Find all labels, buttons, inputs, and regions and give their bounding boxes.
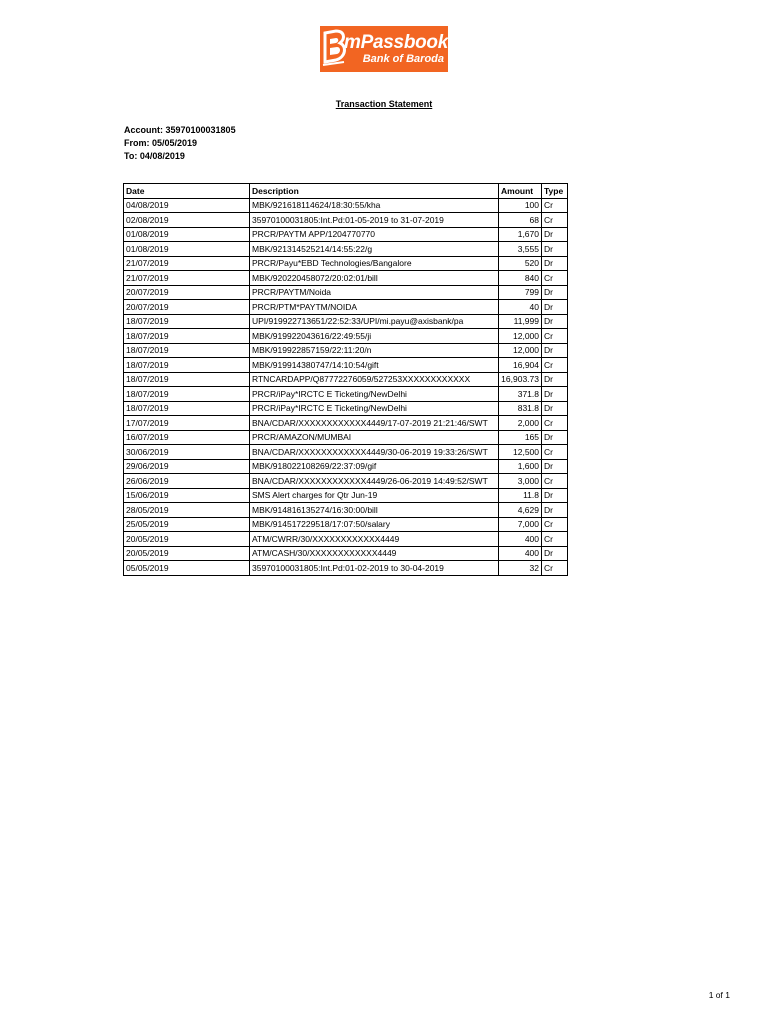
cell-description: BNA/CDAR/XXXXXXXXXXXX4449/17-07-2019 21:21:46/SWT [250,416,499,431]
baroda-b-icon [320,26,342,72]
cell-description: PRCR/PAYTM APP/1204770770 [250,227,499,242]
column-header-type: Type [542,184,568,199]
table-row [124,503,568,518]
cell-type: Dr [542,459,568,474]
cell-date: 18/07/2019 [124,358,250,373]
cell-amount: 371.8 [499,387,542,402]
cell-description: 35970100031805:Int.Pd:01-02-2019 to 30-04-2019 [250,561,499,576]
cell-date: 04/08/2019 [124,198,250,213]
table-row [124,271,568,286]
cell-amount: 165 [499,430,542,445]
cell-type: Cr [542,474,568,489]
cell-description: MBK/919922857159/22:11:20/n [250,343,499,358]
cell-type: Dr [542,488,568,503]
account-number: Account: 35970100031805 [124,125,236,135]
cell-date: 21/07/2019 [124,256,250,271]
cell-date: 20/07/2019 [124,300,250,315]
cell-date: 17/07/2019 [124,416,250,431]
cell-amount: 520 [499,256,542,271]
from-date: From: 05/05/2019 [124,138,198,148]
cell-date: 21/07/2019 [124,271,250,286]
cell-description: 35970100031805:Int.Pd:01-05-2019 to 31-07-2019 [250,213,499,228]
cell-amount: 12,500 [499,445,542,460]
cell-date: 20/05/2019 [124,546,250,561]
cell-amount: 2,000 [499,416,542,431]
cell-date: 25/05/2019 [124,517,250,532]
cell-amount: 3,000 [499,474,542,489]
logo-text [342,26,448,72]
table-row [124,401,568,416]
cell-date: 26/06/2019 [124,474,250,489]
cell-type: Cr [542,271,568,286]
logo-title: mPassbook [344,32,448,53]
cell-amount: 4,629 [499,503,542,518]
table-row [124,314,568,329]
cell-amount: 7,000 [499,517,542,532]
table-row [124,300,568,315]
cell-description: PRCR/AMAZON/MUMBAI [250,430,499,445]
cell-amount: 1,600 [499,459,542,474]
cell-description: MBK/914816135274/16:30:00/bill [250,503,499,518]
cell-description: BNA/CDAR/XXXXXXXXXXXX4449/30-06-2019 19:33:26/SWT [250,445,499,460]
table-row [124,546,568,561]
cell-type: Cr [542,358,568,373]
cell-type: Dr [542,242,568,257]
cell-type: Cr [542,532,568,547]
cell-amount: 12,000 [499,329,542,344]
logo-subtitle: Bank of Baroda [362,53,444,65]
cell-amount: 1,670 [499,227,542,242]
cell-type: Dr [542,503,568,518]
cell-description: UPI/919922713651/22:52:33/UPI/mi.payu@axisbank/pa [250,314,499,329]
cell-type: Dr [542,285,568,300]
cell-description: PRCR/PTM*PAYTM/NOIDA [250,300,499,315]
table-row [124,532,568,547]
cell-amount: 400 [499,532,542,547]
table-row [124,517,568,532]
table-row [124,474,568,489]
cell-amount: 831.8 [499,401,542,416]
cell-date: 05/05/2019 [124,561,250,576]
cell-date: 18/07/2019 [124,387,250,402]
table-row [124,488,568,503]
cell-date: 18/07/2019 [124,372,250,387]
table-row [124,285,568,300]
table-row [124,227,568,242]
statement-meta [124,124,236,163]
table-row [124,430,568,445]
cell-amount: 100 [499,198,542,213]
cell-amount: 799 [499,285,542,300]
to-date: To: 04/08/2019 [124,151,185,161]
cell-date: 15/06/2019 [124,488,250,503]
cell-date: 02/08/2019 [124,213,250,228]
statement-title: Transaction Statement [335,99,433,109]
cell-type: Dr [542,430,568,445]
cell-date: 01/08/2019 [124,227,250,242]
cell-description: MBK/914517229518/17:07:50/salary [250,517,499,532]
cell-date: 28/05/2019 [124,503,250,518]
cell-description: ATM/CASH/30/XXXXXXXXXXXX4449 [250,546,499,561]
transaction-table-body [124,198,568,575]
cell-description: MBK/919922043616/22:49:55/ji [250,329,499,344]
table-row [124,387,568,402]
cell-type: Dr [542,300,568,315]
cell-date: 20/05/2019 [124,532,250,547]
cell-amount: 11.8 [499,488,542,503]
table-header-row [124,184,568,199]
table-row [124,198,568,213]
cell-type: Dr [542,314,568,329]
cell-description: PRCR/iPay*IRCTC E Ticketing/NewDelhi [250,401,499,416]
cell-date: 30/06/2019 [124,445,250,460]
cell-description: PRCR/Payu*EBD Technologies/Bangalore [250,256,499,271]
table-row [124,416,568,431]
cell-amount: 12,000 [499,343,542,358]
cell-description: MBK/920220458072/20:02:01/bill [250,271,499,286]
table-row [124,358,568,373]
table-row [124,213,568,228]
cell-type: Cr [542,517,568,532]
cell-amount: 16,903.73 [499,372,542,387]
transaction-table [123,183,568,576]
cell-type: Cr [542,416,568,431]
cell-date: 18/07/2019 [124,401,250,416]
cell-type: Cr [542,445,568,460]
cell-amount: 40 [499,300,542,315]
column-header-amount: Amount [499,184,542,199]
table-row [124,459,568,474]
cell-type: Cr [542,213,568,228]
cell-amount: 16,904 [499,358,542,373]
table-row [124,256,568,271]
cell-type: Dr [542,256,568,271]
table-row [124,372,568,387]
cell-amount: 3,555 [499,242,542,257]
cell-type: Cr [542,561,568,576]
cell-description: ATM/CWRR/30/XXXXXXXXXXXX4449 [250,532,499,547]
table-row [124,242,568,257]
cell-amount: 11,999 [499,314,542,329]
column-header-description: Description [250,184,499,199]
cell-amount: 840 [499,271,542,286]
table-row [124,329,568,344]
cell-type: Cr [542,329,568,344]
page-number: 1 of 1 [708,990,730,1000]
table-row [124,561,568,576]
cell-date: 18/07/2019 [124,343,250,358]
cell-type: Dr [542,546,568,561]
cell-type: Dr [542,227,568,242]
cell-date: 16/07/2019 [124,430,250,445]
cell-description: PRCR/iPay*IRCTC E Ticketing/NewDelhi [250,387,499,402]
cell-description: BNA/CDAR/XXXXXXXXXXXX4449/26-06-2019 14:49:52/SWT [250,474,499,489]
table-row [124,445,568,460]
cell-type: Dr [542,372,568,387]
cell-date: 18/07/2019 [124,329,250,344]
column-header-date: Date [124,184,250,199]
cell-amount: 400 [499,546,542,561]
cell-date: 18/07/2019 [124,314,250,329]
cell-date: 01/08/2019 [124,242,250,257]
cell-description: MBK/921618114624/18:30:55/kha [250,198,499,213]
cell-type: Dr [542,343,568,358]
cell-description: MBK/919914380747/14:10:54/gift [250,358,499,373]
cell-description: MBK/921314525214/14:55:22/g [250,242,499,257]
cell-description: RTNCARDAPP/Q87772276059/527253XXXXXXXXXXXX [250,372,499,387]
table-row [124,343,568,358]
cell-description: PRCR/PAYTM/Noida [250,285,499,300]
cell-type: Dr [542,387,568,402]
cell-description: SMS Alert charges for Qtr Jun-19 [250,488,499,503]
cell-date: 20/07/2019 [124,285,250,300]
cell-amount: 32 [499,561,542,576]
cell-date: 29/06/2019 [124,459,250,474]
cell-type: Cr [542,198,568,213]
cell-type: Dr [542,401,568,416]
cell-description: MBK/918022108269/22:37:09/gif [250,459,499,474]
bank-logo [320,26,448,72]
cell-amount: 68 [499,213,542,228]
